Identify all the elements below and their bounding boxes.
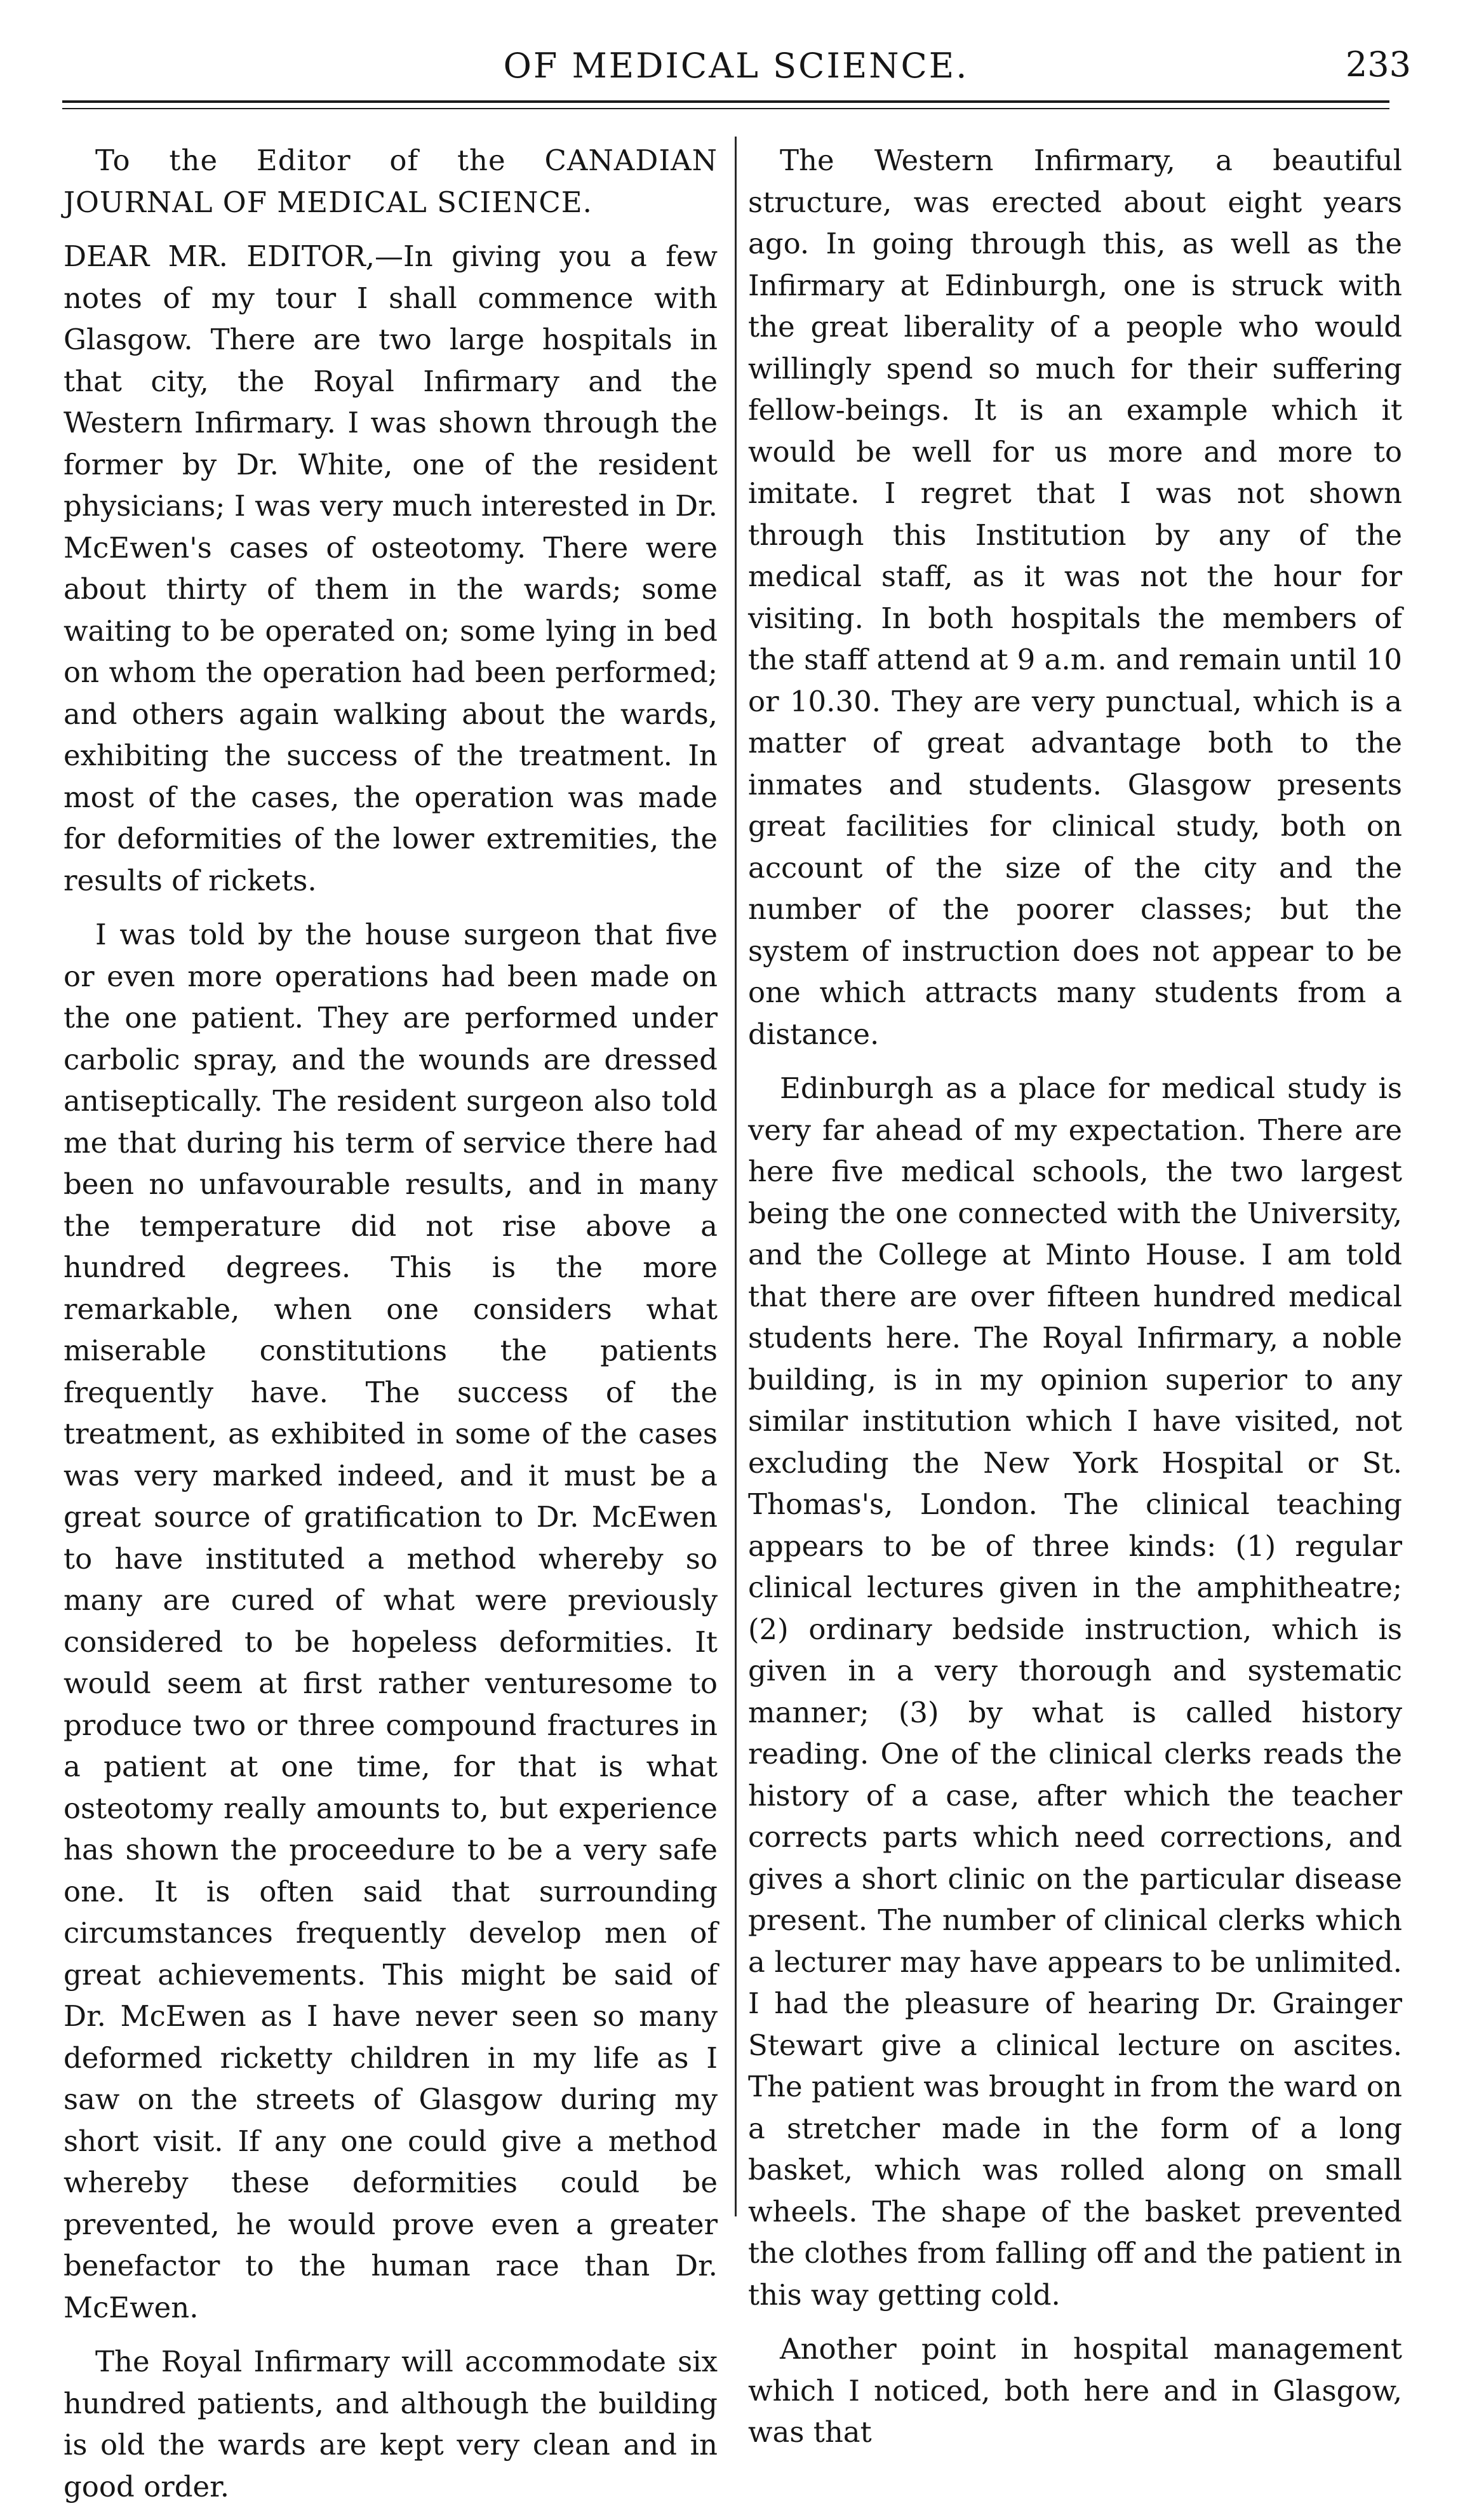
opening-paragraph-text: —In giving you a few notes of my tour I shall commence with Glasgow. There are two large hospitals in that city, the Royal Infirmary and the Western Infirmary. I was shown through the former by Dr. White, one of the resident physicians; I was very much interested in Dr. McEwen's cases of osteotomy. There were about thirty of them in the wards; some waiting to be operated on; some lying in bed on whom the operation had been performed; and others again walking about the wards, exhibiting the success of the treatment. In most of the cases, the operation was made for deformities of the lower extremities, the results of rickets.	[64, 239, 718, 897]
body-paragraph: I was told by the house surgeon that five or even more operations had been made on the one patient. They are performed under carbolic spray, and the wounds are dressed antiseptically. The resident surgeon also told me that during his term of service there had been no unfavourable results, and in many the temperature did not rise above a hundred degrees. This is the more remarkable, when one considers what miserable constitutions the patients frequently have. The success of the treatment, as exhibited in some of the cases was very marked indeed, and it must be a great source of gratification to Dr. McEwen to have instituted a method whereby so many are cured of what were previously considered to be hopeless deformities. It would seem at first rather venturesome to produce two or three compound fractures in a patient at one time, for that is what osteotomy really amounts to, but experience has shown the proceedure to be a very safe one. It is often said that surrounding circumstances frequently develop men of great achievements. This might be said of Dr. McEwen as I have never seen so many deformed ricketty children in my life as I saw on the streets of Glasgow during my short visit. If any one could give a method whereby these deformities could be prevented, he would prove even a greater benefactor to the human race than Dr. McEwen.	[64, 918, 718, 2324]
header-rule-bottom	[62, 108, 1389, 109]
editor-address-line: To the Editor of the CANADIAN JOURNAL OF MEDICAL SCIENCE.	[64, 144, 718, 219]
header-rule-top	[62, 100, 1389, 103]
right-column	[748, 140, 1402, 2466]
body-paragraph: Edinburgh as a place for medical study is very far ahead of my expectation. There are here five medical schools, the two largest being the one connected with the University, and the College at Minto House. I am told that there are over fifteen hundred medical students here. The Royal Infirmary, a noble building, is in my opinion superior to any similar institution which I have visited, not excluding the New York Hospital or St. Thomas's, London. The clinical teaching appears to be of three kinds: (1) regular clinical lectures given in the amphitheatre; (2) ordinary bedside instruction, which is given in a very thorough and systematic manner; (3) by what is called history reading. One of the clinical clerks reads the history of a case, after which the teacher corrects parts which need corrections, and gives a short clinic on the particular disease present. The number of clinical clerks which a lecturer may have appears to be unlimited. I had the pleasure of hearing Dr. Grainger Stewart give a clinical lecture on ascites. The patient was brought in from the ward on a stretcher made in the form of a long basket, which was rolled along on small wheels. The shape of the basket prevented the clothes from falling off and the patient in this way getting cold.	[748, 1071, 1402, 2312]
body-paragraph: The Royal Infirmary will accommodate six hundred patients, and although the building is old the wards are kept very clean and in good order.	[64, 2345, 718, 2503]
body-paragraph: The Western Infirmary, a beautiful structure, was erected about eight years ago. In going through this, as well as the Infirmary at Edinburgh, one is struck with the great liberality of a people who would willingly spend so much for their suffering fellow-beings. It is an example which it would be well for us more and more to imitate. I regret that I was not shown through this Institution by any of the medical staff, as it was not the hour for visiting. In both hospitals the members of the staff attend at 9 a.m. and remain until 10 or 10.30. They are very punctual, which is a matter of great advantage both to the inmates and students. Glasgow presents great facilities for clinical study, both on account of the size of the city and the number of the poorer classes; but the system of instruction does not appear to be one which attracts many students from a distance.	[748, 144, 1402, 1051]
running-title: OF MEDICAL SCIENCE.	[503, 46, 969, 86]
column-divider	[735, 137, 737, 2216]
body-paragraph: Another point in hospital management which I noticed, both here and in Glasgow, was that	[748, 2332, 1402, 2449]
page-number: 233	[1345, 44, 1411, 84]
opening-paragraph	[64, 236, 718, 901]
salutation: DEAR MR. EDITOR,	[64, 239, 375, 273]
left-column	[64, 140, 718, 2520]
